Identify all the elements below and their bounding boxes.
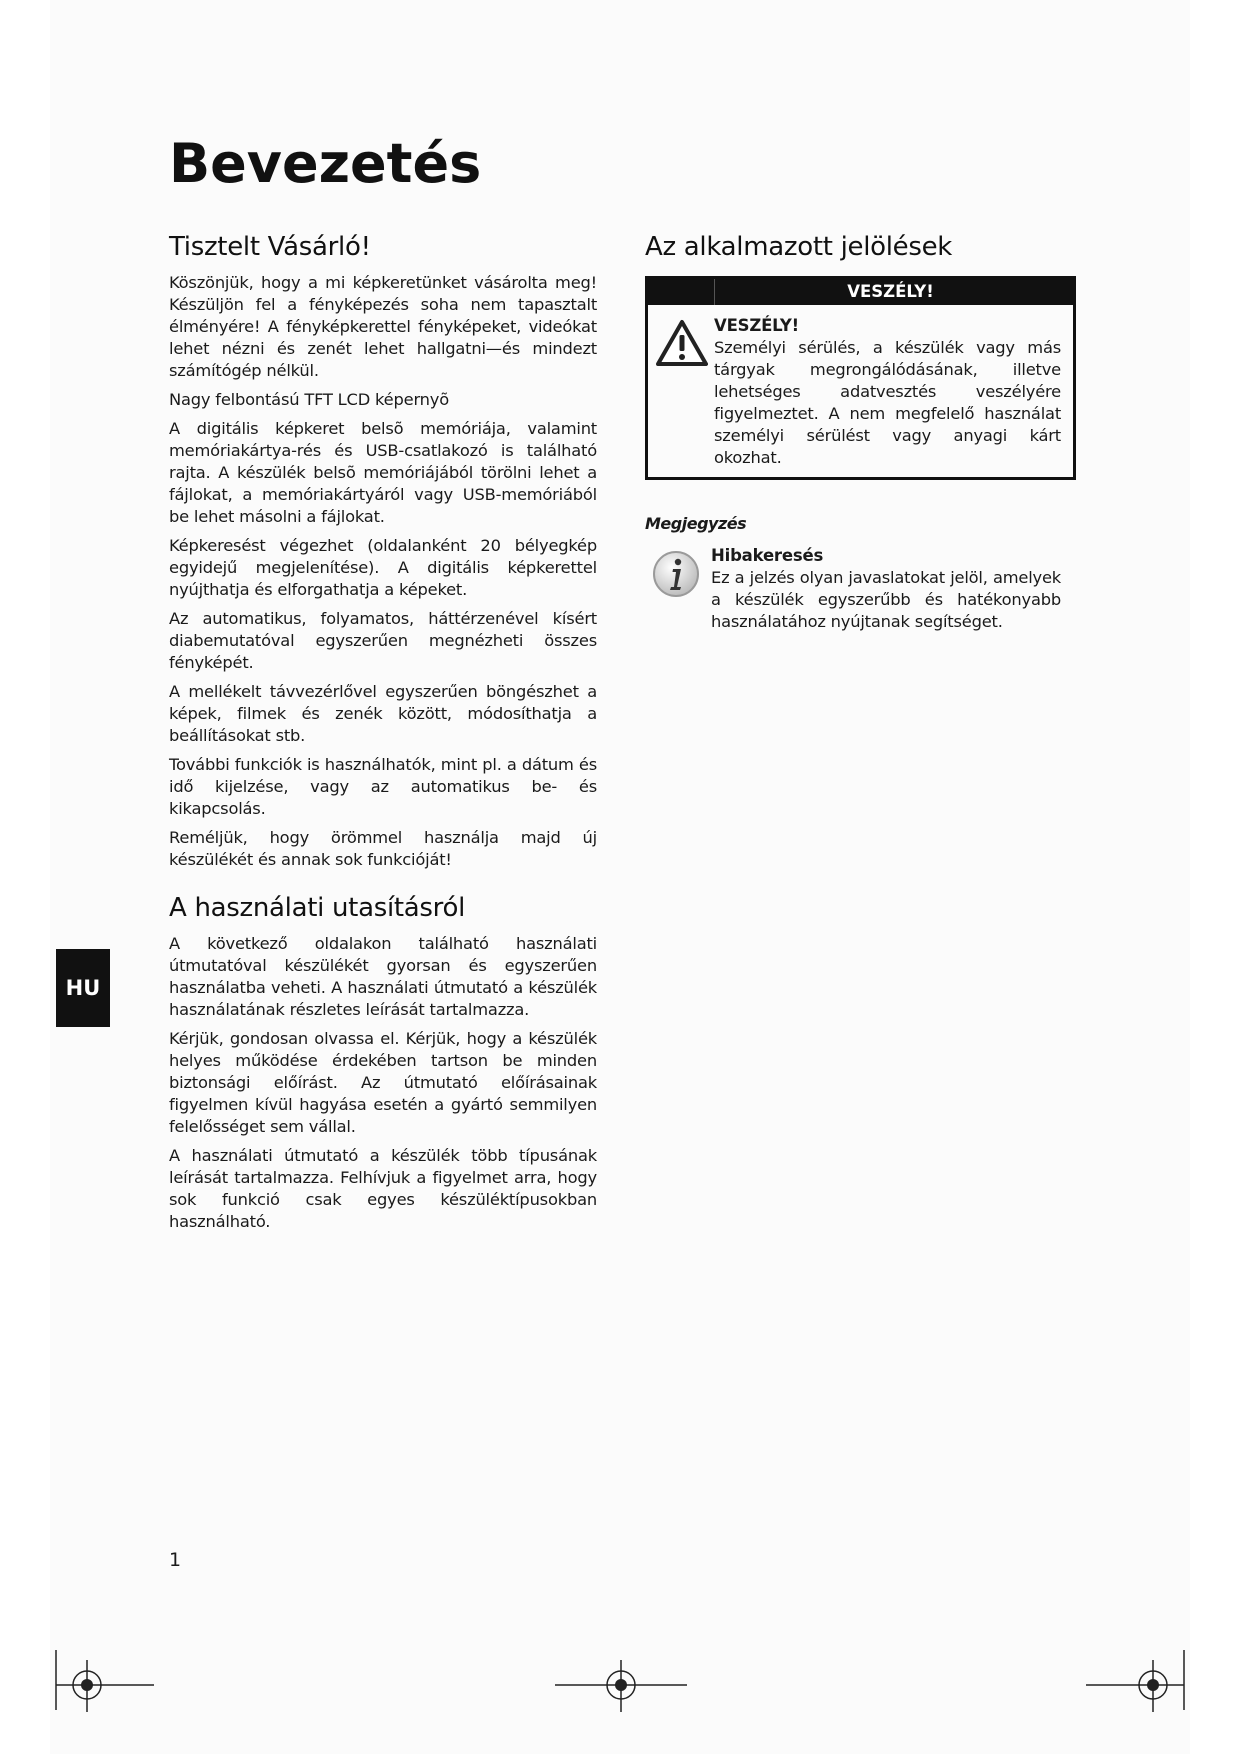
section-heading-manual: A használati utasításról	[169, 893, 466, 923]
page-title: Bevezetés	[169, 132, 482, 195]
paragraph: Kérjük, gondosan olvassa el. Kérjük, hogy a készülék helyes működése érdekében tartson be minden biztonsági előírást. Az útmutató előírásainak figyelmen kívül hagyása esetén a gyártó semmilyen felelősséget sem vállal.	[169, 1029, 597, 1136]
warning-triangle-icon	[656, 319, 708, 367]
danger-title: VESZÉLY!	[714, 316, 799, 335]
paragraph: A következő oldalakon található használati útmutatóval készülékét gyorsan és egyszerűen használatba veheti. A használati útmutató a készülék használatának részletes leírását tartalmazza.	[169, 934, 597, 1019]
language-tab: HU	[56, 949, 110, 1027]
left-column	[169, 232, 597, 1240]
note-label: Megjegyzés	[645, 514, 747, 533]
info-icon	[651, 549, 701, 599]
danger-text: Személyi sérülés, a készülék vagy más tárgyak megrongálódásának, illetve lehetséges adatvesztés veszélyére figyelmeztet. A nem megfelelő használat személyi sérülést vagy anyagi kárt okozhat.	[714, 338, 1061, 467]
note-box	[645, 533, 1075, 633]
danger-box	[645, 276, 1076, 480]
right-column	[645, 232, 1075, 633]
paragraph: Reméljük, hogy örömmel használja majd új készülékét és annak sok funkcióját!	[169, 828, 597, 869]
crop-mark-left-icon	[54, 1650, 154, 1720]
paragraph: Képkeresést végezhet (oldalanként 20 bélyegkép egyidejű megjelenítése). A digitális képkerettel nyújthatja és elforgathatja a képeket.	[169, 536, 597, 599]
paragraph: A digitális képkeret belsõ memóriája, valamint memóriakártya-rés és USB-csatlakozó is található rajta. A készülék belsõ memóriájából törölni lehet a fájlokat, a memóriakártyáról vagy USB-memóriából be lehet másolni a fájlokat.	[169, 419, 597, 526]
danger-box-header-label: VESZÉLY!	[847, 282, 934, 301]
danger-box-header	[648, 279, 1073, 305]
crop-mark-right-icon	[1086, 1650, 1186, 1720]
paragraph: További funkciók is használhatók, mint pl. a dátum és idő kijelzése, vagy az automatikus be- és kikapcsolás.	[169, 755, 597, 818]
paragraph: Nagy felbontású TFT LCD képernyõ	[169, 390, 449, 409]
section-heading-greeting: Tisztelt Vásárló!	[169, 232, 371, 262]
crop-mark-center-icon	[555, 1650, 687, 1720]
paragraph: Köszönjük, hogy a mi képkeretünket vásárolta meg! Készüljön fel a fényképezés soha nem tapasztalt élményére! A fényképkerettel fényképeket, videókat lehet nézni és zenét lehet hallgatni—és mindezt számítógép nélkül.	[169, 273, 597, 380]
note-text: Ez a jelzés olyan javaslatokat jelöl, amelyek a készülék egyszerűbb és hatékonyabb használatához nyújtanak segítséget.	[711, 568, 1061, 631]
section-heading-symbols: Az alkalmazott jelölések	[645, 232, 953, 262]
danger-box-body	[648, 305, 1073, 477]
page-number: 1	[169, 1549, 182, 1571]
note-title: Hibakeresés	[711, 546, 824, 565]
paragraph: A mellékelt távvezérlővel egyszerűen böngészhet a képek, filmek és zenék között, módosíthatja a beállításokat stb.	[169, 682, 597, 745]
paragraph: A használati útmutató a készülék több típusának leírását tartalmazza. Felhívjuk a figyelmet arra, hogy sok funkció csak egyes készüléktípusokban használható.	[169, 1146, 597, 1231]
paragraph: Az automatikus, folyamatos, háttérzenével kísért diabemutatóval egyszerűen megnézheti összes fényképét.	[169, 609, 597, 672]
